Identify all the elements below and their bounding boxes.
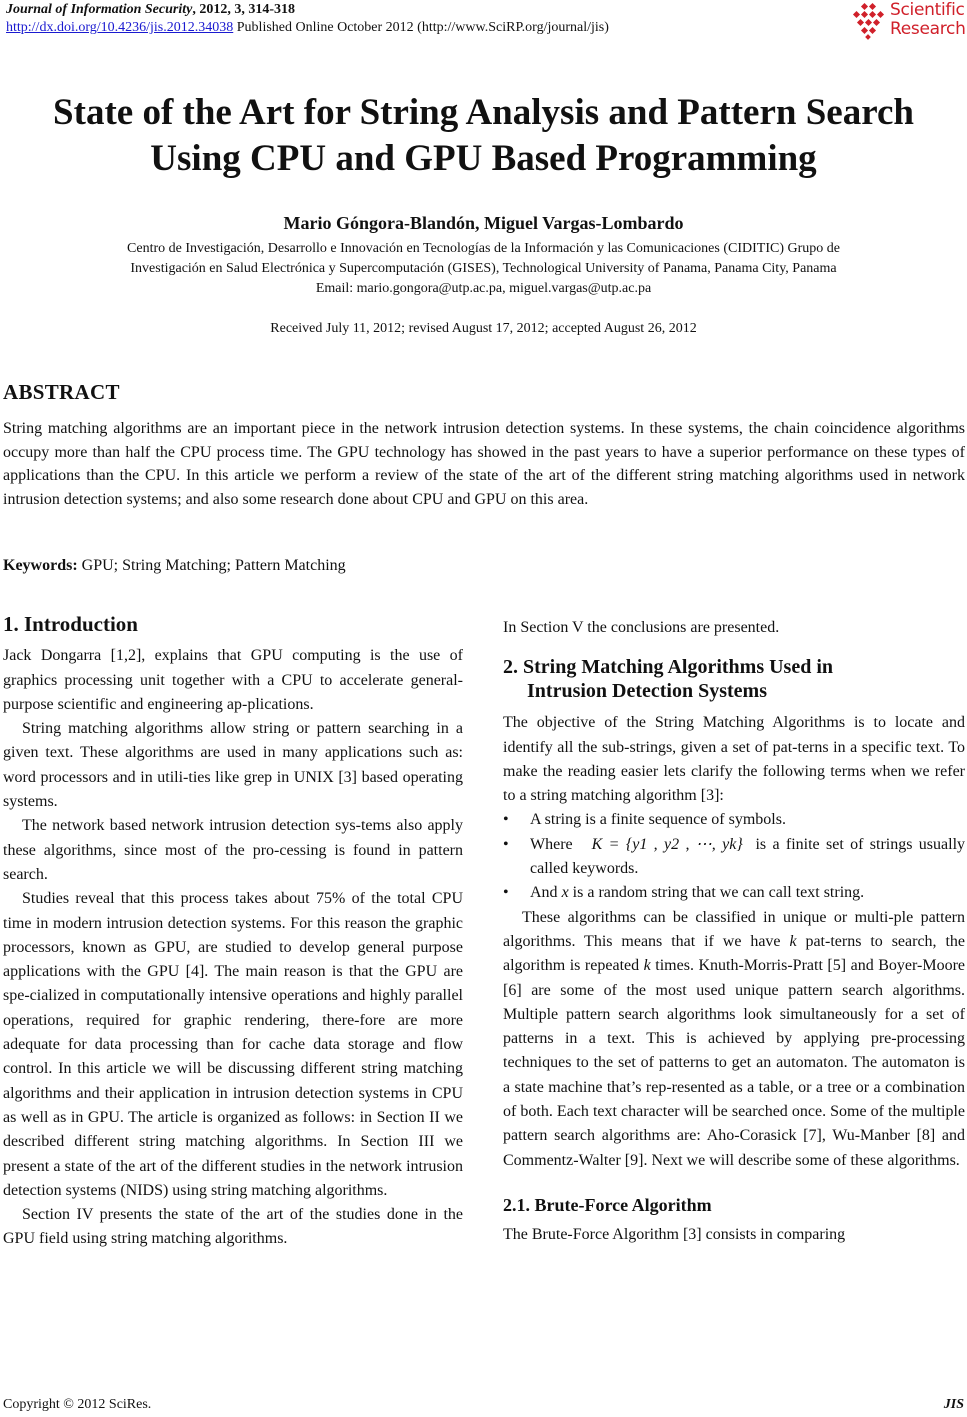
keywords-text: GPU; String Matching; Pattern Matching bbox=[77, 557, 346, 574]
logo-line1: Scientific bbox=[890, 0, 965, 20]
keywords-label: Keywords: bbox=[3, 557, 78, 574]
bullet-text-2-post: is a finite set of strings usually called keywords. bbox=[530, 835, 966, 878]
section1-heading: 1. Introduction bbox=[3, 612, 138, 636]
section2-heading bbox=[503, 655, 965, 703]
p2-part-a: These algorithms can be classified in unique or multi-ple pattern algorithms. This means that if we have bbox=[503, 908, 965, 950]
abstract-text: String matching algorithms are an important piece in the network intrusion detection systems. In these systems, the chain coincidence algorithms occupy more than half the CPU process time. The GPU technology has showed in the past years to have a superior performance on these types of applications than the CPU. In this article we perform a review of the state of the art of the different string matching algorithms used in network intrusion detection systems; and also some research done about CPU and GPU on this area. bbox=[3, 420, 965, 508]
intro-paragraph-1: Jack Dongarra [1,2], explains that GPU computing is the use of graphics processing unit together with a CPU to accelerate general-purpose scientific and engineering ap-plications. bbox=[3, 647, 463, 713]
logo-text bbox=[890, 1, 966, 39]
bullet-text-3-pre: And bbox=[530, 884, 562, 902]
intro-paragraph-4: Studies reveal that this process takes about 75% of the total CPU time in modern intrusion detection systems. For this reason the graphic processors, known as GPU, are studied to develop general purpose applications with the GPU [4]. The main reason is that the GPU are spe-cialized in computationally intensive operations and highly parallel operations, required for graphic rendering, there-fore are more adequate for data processing than for cache data storage and flow control. In this article we will be discussing different string matching algorithms and their application in intrusion detection systems in CPU as well as in GPU. The article is organized as follows: in Section II we described different string matching algorithms. In Section III we present a state of the art of the different studies in the network intrusion detection systems (NIDS) using string matching algorithms. bbox=[3, 890, 463, 1199]
bullet-text-3-var: x bbox=[561, 884, 569, 902]
section21-paragraph-1: The Brute-Force Algorithm [3] consists in comparing bbox=[503, 1226, 846, 1244]
bullet-item-2 bbox=[503, 833, 965, 882]
affiliation-line1: Centro de Investigación, Desarrollo e Innovación en Tecnologías de la Información y las Comunicaciones (CIDITIC) Grupo de bbox=[127, 241, 840, 256]
section2-heading-line1: 2. String Matching Algorithms Used in bbox=[503, 656, 834, 679]
section2-paragraph-2 bbox=[503, 906, 965, 1173]
intro-paragraph-2: String matching algorithms allow string or pattern searching in a given text. These algorithms are used in many applications such as: word processors and in utili-ties like grep in UNIX [3] based operating systems. bbox=[3, 720, 463, 811]
received-dates: Received July 11, 2012; revised August 17, 2012; accepted August 26, 2012 bbox=[270, 321, 697, 336]
keywords bbox=[3, 557, 346, 575]
affiliation bbox=[10, 239, 957, 299]
right-column bbox=[503, 616, 965, 1248]
section1-closing: In Section V the conclusions are presented. bbox=[503, 619, 780, 636]
section2-paragraph-1: The objective of the String Matching Algorithms is to locate and identify all the sub-strings, given a set of pat-terns in a specific text. To make the reading easier lets clarify the following terms when we refer to a string matching algorithm [3]: bbox=[503, 714, 965, 805]
bullet-text-1: A string is a finite sequence of symbols. bbox=[530, 811, 786, 829]
published-info: Published Online October 2012 (http://www.SciRP.org/journal/jis) bbox=[233, 20, 609, 35]
abstract-heading: ABSTRACT bbox=[3, 380, 120, 404]
p2-part-b: pat-terns to search, the algorithm is repeated bbox=[503, 932, 965, 975]
scirp-logo bbox=[848, 0, 967, 44]
keyword-set-formula: K = {y1 , y2 , ⋯, yk} bbox=[591, 835, 743, 853]
p2-part-c: times. Knuth-Morris-Pratt [5] and Boyer-Moore [6] are some of the most used unique pattern search algorithms. Multiple pattern search algorithms look simultaneously for a set of patterns in a text. This is achieved by applying pre-processing techniques to the set of patterns to get an automaton. The automaton is a state machine that’s rep-resented as a table, or a tree or a combination of both. Each text character will be searched once. Some of the multiple pattern search algorithms are: Aho-Corasick [7], Wu-Manber [8] and Commentz-Walter [9]. Next we will describe some of these algorithms. bbox=[503, 957, 965, 1169]
paper-title bbox=[0, 90, 967, 182]
doi-link[interactable]: http://dx.doi.org/10.4236/jis.2012.34038 bbox=[6, 20, 234, 35]
authors: Mario Góngora-Blandón, Miguel Vargas-Lombardo bbox=[283, 213, 684, 233]
journal-abbr: JIS bbox=[943, 1397, 964, 1412]
p2-k2: k bbox=[643, 957, 651, 975]
bullet-item-1 bbox=[503, 808, 965, 832]
bullet-item-3 bbox=[503, 881, 965, 905]
left-column bbox=[3, 612, 463, 1252]
section21-heading: 2.1. Brute-Force Algorithm bbox=[503, 1194, 712, 1215]
journal-header bbox=[6, 2, 295, 18]
title-line1: State of the Art for String Analysis and Pattern Search bbox=[53, 92, 914, 133]
intro-paragraph-5: Section IV presents the state of the art of the studies done in the GPU field using string matching algorithms. bbox=[3, 1206, 463, 1248]
bullet-text-2-pre: Where bbox=[530, 835, 573, 853]
logo-line2: Research bbox=[890, 19, 966, 39]
title-line2: Using CPU and GPU Based Programming bbox=[150, 138, 817, 179]
copyright: Copyright © 2012 SciRes. bbox=[3, 1397, 152, 1412]
author-email: Email: mario.gongora@utp.ac.pa, miguel.vargas@utp.ac.pa bbox=[315, 281, 652, 296]
bullet-text-3-post: is a random string that we can call text string. bbox=[568, 884, 865, 902]
intro-paragraph-3: The network based network intrusion detection sys-tems also apply these algorithms, since most of the pro-cessing is found in pattern search. bbox=[3, 817, 463, 883]
section2-heading-line2: Intrusion Detection Systems bbox=[527, 680, 767, 703]
logo-mark-icon bbox=[848, 2, 888, 42]
journal-volume: , 2012, 3, 314-318 bbox=[192, 2, 295, 17]
journal-name: Journal of Information Security bbox=[6, 2, 193, 17]
p2-k1: k bbox=[789, 932, 797, 950]
affiliation-line2: Investigación en Salud Electrónica y Supercomputación (GISES), Technological University of Panama, Panama City, Panama bbox=[130, 261, 837, 276]
doi-line bbox=[6, 20, 609, 36]
